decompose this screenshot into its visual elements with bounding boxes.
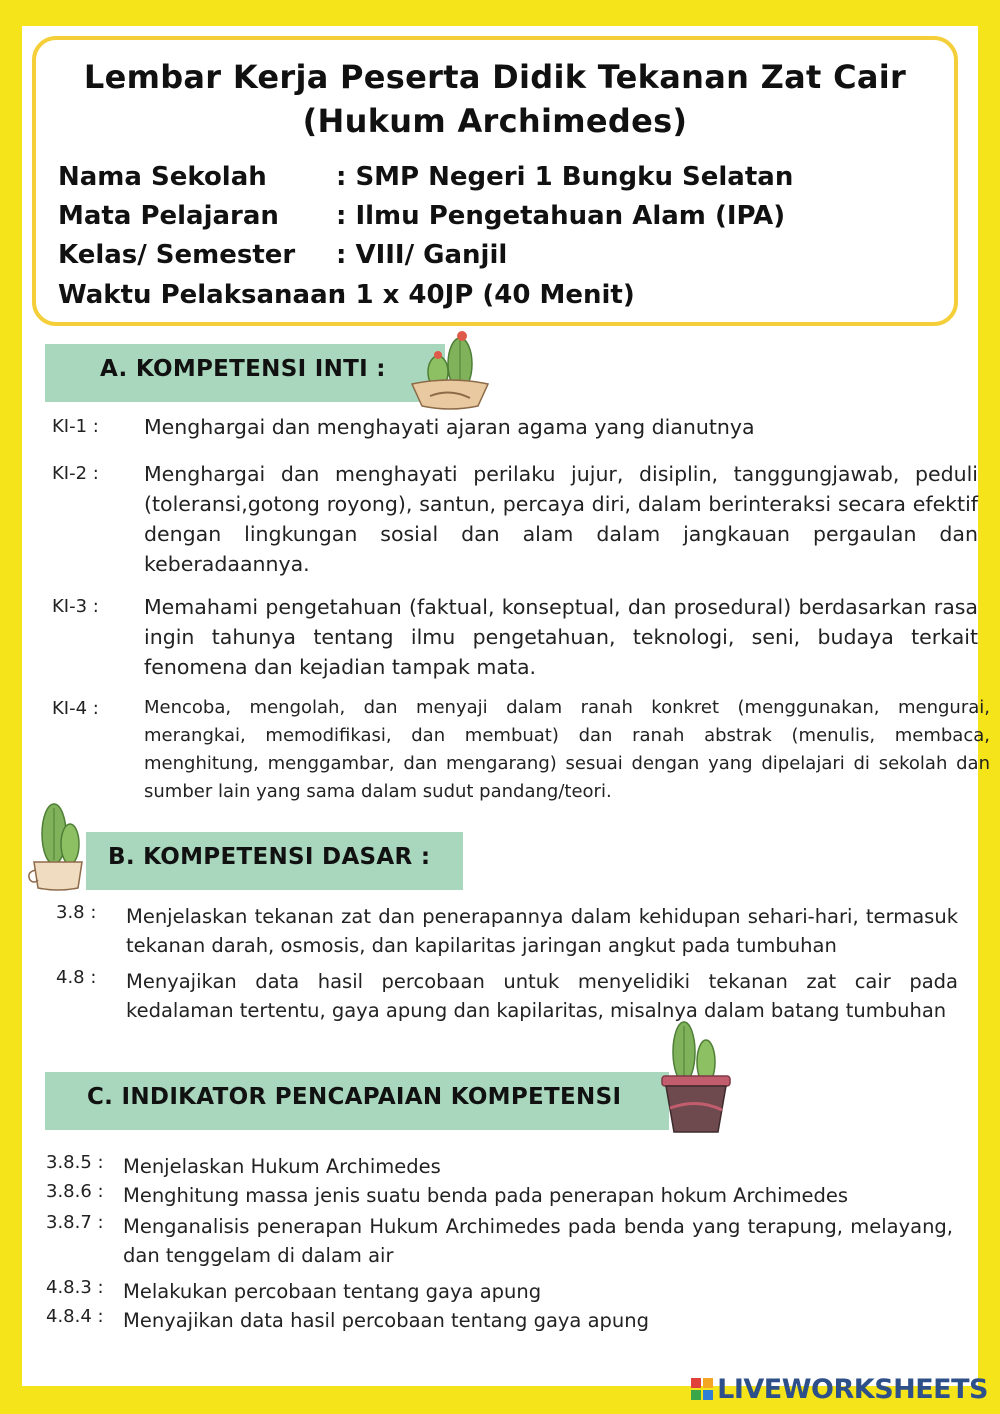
ki-item [52, 412, 982, 444]
indicator-code: 4.8.3 : [46, 1277, 104, 1298]
indicator-item [46, 1277, 976, 1307]
kd-item [56, 967, 976, 1059]
info-label: Nama Sekolah [58, 162, 267, 192]
worksheet-page [22, 26, 990, 1386]
ki-code: KI-3 : [52, 596, 99, 617]
kd-text: Menjelaskan tekanan zat dan penerapannya dalam kehidupan sehari-hari, termasuk tekanan darah, osmosis, dan kapilaritas jaringan angkut pada tumbuhan [126, 905, 958, 957]
section-c-title: C. INDIKATOR PENCAPAIAN KOMPETENSI [87, 1084, 622, 1110]
ki-item [52, 694, 990, 806]
ki-item [52, 592, 982, 686]
cactus-pot-icon [26, 800, 88, 892]
indicator-code: 3.8.7 : [46, 1212, 104, 1233]
kd-item [56, 902, 976, 964]
section-a-title: A. KOMPETENSI INTI : [100, 356, 386, 382]
indicator-text: Melakukan percobaan tentang gaya apung [123, 1280, 542, 1303]
indicator-text: Menjelaskan Hukum Archimedes [123, 1155, 441, 1178]
ki-item [52, 459, 982, 583]
info-row-subject [58, 201, 786, 231]
indicator-item [46, 1181, 976, 1211]
liveworksheets-logo[interactable] [691, 1374, 988, 1405]
kd-code: 4.8 : [56, 967, 97, 988]
page-subtitle: (Hukum Archimedes) [302, 102, 688, 140]
info-value: : Ilmu Pengetahuan Alam (IPA) [336, 201, 786, 231]
ki-code: KI-1 : [52, 416, 99, 437]
section-c-header [45, 1072, 669, 1130]
ki-text: Menghargai dan menghayati ajaran agama yang dianutnya [144, 415, 755, 439]
ki-code: KI-2 : [52, 463, 99, 484]
cactus-pot-icon [410, 326, 490, 410]
indicator-item [46, 1212, 976, 1272]
cactus-pot-icon [660, 1018, 734, 1136]
ki-code: KI-4 : [52, 698, 99, 719]
kd-code: 3.8 : [56, 902, 97, 923]
indicator-text: Menyajikan data hasil percobaan tentang gaya apung [123, 1309, 650, 1332]
indicator-code: 3.8.5 : [46, 1152, 104, 1173]
info-row-class [58, 240, 508, 270]
indicator-item [46, 1306, 976, 1336]
page-title: Lembar Kerja Peserta Didik Tekanan Zat Cair [83, 58, 907, 96]
indicator-code: 3.8.6 : [46, 1181, 104, 1202]
indicator-text: Menghitung massa jenis suatu benda pada penerapan hokum Archimedes [123, 1184, 849, 1207]
indicator-code: 4.8.4 : [46, 1306, 104, 1327]
info-row-time [58, 280, 635, 310]
indicator-item [46, 1152, 976, 1182]
section-a-header [45, 344, 445, 402]
info-value: : 1 x 40JP (40 Menit) [336, 280, 635, 310]
logo-text: LIVEWORKSHEETS [717, 1374, 988, 1405]
logo-blocks-icon [691, 1378, 713, 1400]
info-label: Kelas/ Semester [58, 240, 296, 270]
header-box [32, 36, 958, 326]
ki-text: Memahami pengetahuan (faktual, konseptual, dan prosedural) berdasarkan rasa ingin tahunya tentang ilmu pengetahuan, teknologi, seni, budaya terkait fenomena dan kejadian tampak mata. [144, 595, 978, 679]
section-b-title: B. KOMPETENSI DASAR : [108, 844, 431, 870]
info-value: : VIII/ Ganjil [336, 240, 508, 270]
ki-text: Mencoba, mengolah, dan menyaji dalam ranah konkret (menggunakan, mengurai, merangkai, memodifikasi, dan membuat) dan ranah abstrak (menulis, membaca, menghitung, menggambar, dan mengarang) sesuai dengan yang dipelajari di sekolah dan sumber lain yang sama dalam sudut pandang/teori. [144, 697, 990, 802]
section-b-header [86, 832, 463, 890]
info-label: Mata Pelajaran [58, 201, 279, 231]
kd-text: Menyajikan data hasil percobaan untuk menyelidiki tekanan zat cair pada kedalaman tertentu, gaya apung dan kapilaritas, misalnya dalam batang tumbuhan [126, 970, 958, 1022]
ki-text: Menghargai dan menghayati perilaku jujur, disiplin, tanggungjawab, peduli (toleransi,gotong royong), santun, percaya diri, dalam berinteraksi secara efektif dengan lingkungan sosial dan alam dalam jangkauan pergaulan dan keberadaannya. [144, 462, 978, 576]
info-row-school [58, 162, 794, 192]
indicator-text: Menganalisis penerapan Hukum Archimedes pada benda yang terapung, melayang, dan tenggelam di dalam air [123, 1215, 953, 1267]
info-label: Waktu Pelaksanaan [58, 280, 347, 310]
info-value: : SMP Negeri 1 Bungku Selatan [336, 162, 794, 192]
